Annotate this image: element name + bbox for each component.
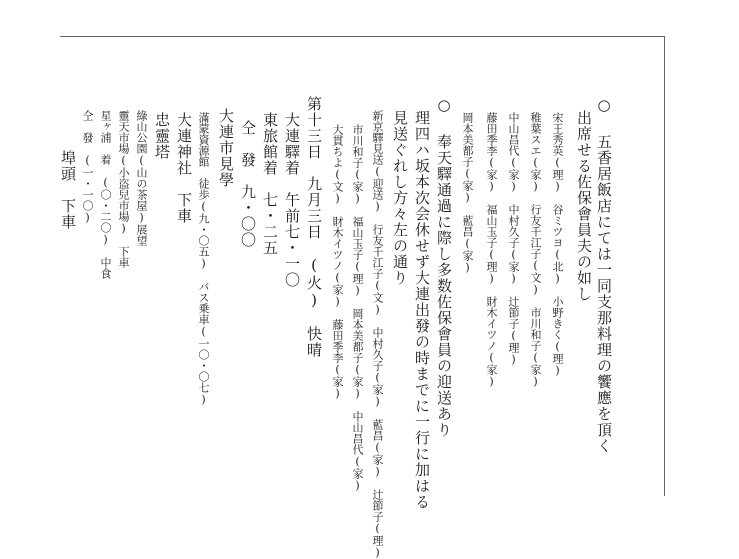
text-column-3: 宋王秀英(理) 谷ミツヨ(北) 小野きく(理) xyxy=(551,112,564,377)
page-top-rule xyxy=(60,36,665,37)
text-column-8: ○ 奉天驛通過に際し多数佐保會員の迎送あり xyxy=(435,96,453,438)
text-column-5: 中山昌代(家) 中村久子(家) 辻節子(理) xyxy=(507,112,520,366)
page-right-rule xyxy=(664,36,665,496)
text-column-9: 理四ハ坂本次会休せず大連出發の時までに一行に加はる xyxy=(413,110,431,510)
text-column-20: 大連神社 下車 xyxy=(175,112,193,224)
text-column-2: 出席せる佐保會員夫の如し xyxy=(575,110,593,302)
text-column-18: 大連市見學 xyxy=(217,108,235,188)
text-column-10: 見送ぐれし方々左の通り xyxy=(391,110,409,286)
text-column-21: 忠靈塔 xyxy=(153,112,171,160)
text-column-19: 滿蒙資源館 徒歩(九・〇五) バス乗車(一〇・〇七) xyxy=(197,112,210,406)
text-column-22: 綠山公園(山の茶屋)展望 xyxy=(135,110,148,246)
text-column-26: 埠頭 下車 xyxy=(59,150,77,230)
text-column-24: 星ヶ浦 着 (〇・二〇) 中食 xyxy=(99,110,112,279)
text-column-11: 新京驛見送(迎送) 行友千江子(文) 中村久子(家) 藍昌(家) 辻節子(理) xyxy=(371,110,384,559)
text-column-12: 市川和子(家) 福山玉子(理) 岡本美都子(家) 中山昌代(家) xyxy=(351,124,364,492)
text-column-23: 靈天市場(小盗兒市場) 下車 xyxy=(117,110,130,268)
text-column-4: 稚葉スエ(家) 行友千江子(文) 市川和子(家) xyxy=(529,112,542,388)
text-column-15: 大連驛着 午前七・一〇 xyxy=(283,112,301,288)
text-column-7: 岡本美都子(家) 藍昌(家) xyxy=(461,112,474,274)
text-column-17: 仝 發 九・〇〇 xyxy=(239,120,257,248)
text-column-25: 仝 發 (一・一〇) xyxy=(81,110,94,224)
text-column-6: 藤田季李(家) 福山玉子(理) 財木イツノ(家) xyxy=(485,112,498,388)
text-column-13: 大貫ちよ(文) 財木イツノ(家) 藤田季李(家) xyxy=(331,124,344,400)
text-column-1: ○ 五香居飯店にては一同支那料理の饗應を頂く xyxy=(595,96,613,454)
text-column-16: 東旅館着 七・二五 xyxy=(261,112,279,256)
text-column-14: 第十三日 九月三日 (火) 快晴 xyxy=(305,96,323,358)
